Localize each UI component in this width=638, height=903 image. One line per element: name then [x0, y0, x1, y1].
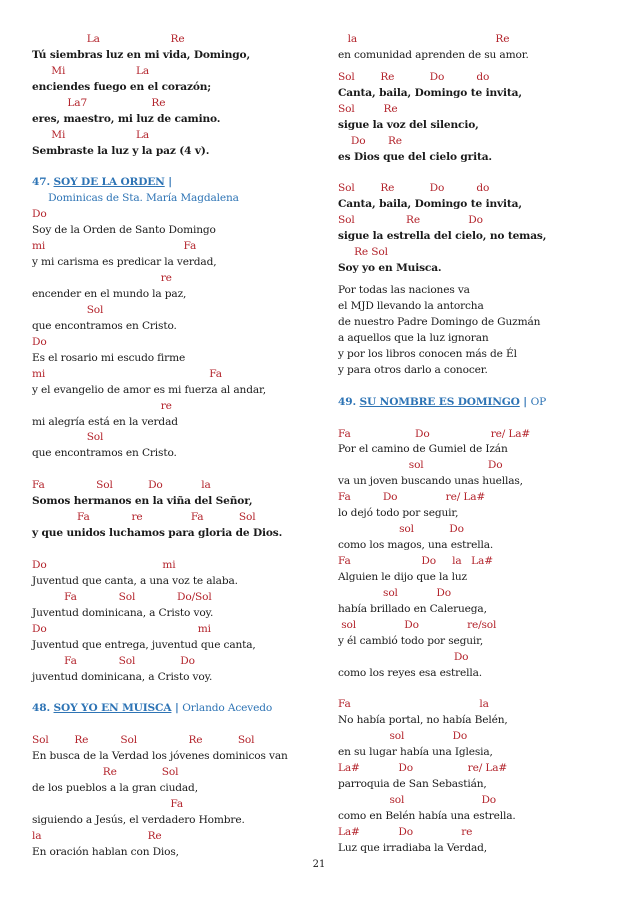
spacer — [32, 685, 324, 701]
chord-line: Re Sol — [32, 766, 179, 779]
lyric-line: de los pueblos a la gran ciudad, — [32, 782, 198, 795]
chord-line: Fa Do la La# — [338, 555, 493, 567]
chord-line: Fa Sol Do/Sol — [32, 590, 212, 603]
chord-line: Fa Sol Do la — [32, 479, 211, 492]
chord-line: Fa re Fa Sol — [32, 511, 256, 524]
chord-line: Sol Re Sol Re Sol — [32, 734, 255, 747]
title-separator: | — [523, 395, 528, 408]
chord-line: Fa Do re/ La# — [338, 427, 531, 440]
chorus-line: Soy yo en Muisca. — [338, 262, 442, 275]
chord-line: Do mi — [32, 558, 176, 571]
lyric-line: como los magos, una estrella. — [338, 539, 494, 552]
left-column — [32, 32, 324, 861]
lyric-line: como en Belén había una estrella. — [338, 810, 516, 822]
lyric-line: a aquellos que la luz ignoran — [338, 331, 489, 344]
chorus-line: es Dios que del cielo grita. — [338, 150, 492, 163]
lyric-line: y mi carisma es predicar la verdad, — [32, 256, 217, 269]
lyric-line: y por los libros conocen más de Él — [338, 347, 517, 360]
spacer — [32, 160, 324, 176]
chord-line: Do Re — [338, 134, 402, 147]
lyric-line: que encontramos en Cristo. — [32, 319, 177, 332]
song-title — [338, 395, 628, 411]
lyric-line: encender en el mundo la paz, — [32, 288, 187, 300]
chorus-line: Somos hermanos en la viña del Señor, — [32, 495, 253, 508]
spacer — [338, 411, 628, 427]
song-number: 47. — [32, 176, 50, 189]
chorus-line: Tú siembras luz en mi vida, Domingo, — [32, 48, 251, 61]
lyric-line: lo dejó todo por seguir, — [338, 507, 459, 520]
song-author: Orlando Acevedo — [182, 702, 273, 715]
chord-line: Sol Re Do do — [338, 182, 490, 195]
chord-line: Mi La — [32, 64, 150, 77]
lyric-line: de nuestro Padre Domingo de Guzmán — [338, 315, 541, 328]
chord-line: sol Do — [338, 459, 503, 472]
song-title-text: SOY YO EN MUISCA — [53, 702, 172, 715]
chord-line: Mi La — [32, 128, 150, 141]
song-number: 48. — [32, 702, 50, 715]
spacer — [32, 542, 324, 558]
page-number: 21 — [312, 859, 326, 870]
right-column — [338, 32, 628, 857]
chord-line: Fa — [32, 798, 183, 810]
spacer — [338, 166, 628, 182]
chord-line: Re Sol — [338, 246, 388, 259]
chord-line: Sol Re — [338, 102, 398, 115]
lyric-line: como los reyes esa estrella. — [338, 666, 483, 679]
song-author: OP — [530, 395, 547, 408]
lyric-line: Juventud que entrega, juventud que canta, — [32, 638, 256, 651]
lyric-line: parroquia de San Sebastián, — [338, 778, 487, 791]
chord-line: La7 Re — [32, 96, 166, 109]
lyric-line: Luz que irradiaba la Verdad, — [338, 841, 487, 854]
lyric-line: y para otros darlo a conocer. — [338, 363, 488, 376]
chorus-line: Canta, baila, Domingo te invita, — [338, 198, 522, 211]
title-separator: | — [168, 176, 172, 189]
spacer — [338, 379, 628, 395]
chord-line: sol Do — [338, 586, 451, 599]
lyric-line: mi alegría está en la verdad — [32, 415, 178, 428]
chorus-line: y que unidos luchamos para gloria de Dios. — [32, 527, 283, 540]
song-title-text: SU NOMBRE ES DOMINGO — [359, 395, 520, 408]
chorus-line: eres, maestro, mi luz de camino. — [32, 112, 221, 125]
spacer — [338, 682, 628, 698]
lyric-line: juventud dominicana, a Cristo voy. — [32, 670, 213, 683]
chord-line: Sol — [32, 431, 104, 444]
chord-line: Sol Re Do — [338, 214, 483, 227]
chord-line: Do — [338, 650, 469, 663]
chorus-line: sigue la estrella del cielo, no temas, — [338, 230, 547, 243]
chord-line: re — [32, 399, 172, 412]
lyric-line: va un joven buscando unas huellas, — [338, 475, 523, 488]
chord-line: Sol — [32, 303, 104, 316]
lyric-line: el MJD llevando la antorcha — [338, 300, 484, 312]
chord-line: sol Do — [338, 523, 464, 536]
chord-line: sol Do — [338, 794, 497, 807]
chord-line: mi Fa — [32, 240, 197, 253]
lyric-line: Juventud que canta, a una voz te alaba. — [32, 574, 238, 587]
song-subtitle: Dominicas de Sta. María Magdalena — [32, 192, 239, 205]
chord-line: Fa Do re/ La# — [338, 491, 486, 504]
lyric-line: Por el camino de Gumiel de Izán — [338, 443, 508, 456]
lyric-line: en comunidad aprenden de su amor. — [338, 48, 529, 61]
lyric-line: siguiendo a Jesús, el verdadero Hombre. — [32, 813, 245, 826]
song-title-text: SOY DE LA ORDEN — [53, 176, 165, 189]
song-title — [32, 701, 324, 717]
lyric-line: Soy de la Orden de Santo Domingo — [32, 224, 216, 237]
chord-line: La Re — [32, 33, 185, 45]
chord-line: la Re — [32, 829, 162, 842]
lyric-line: en su lugar había una Iglesia, — [338, 746, 493, 759]
lyric-line: y el evangelio de amor es mi fuerza al andar, — [32, 383, 266, 396]
chord-line: re — [32, 272, 172, 285]
lyric-line: No había portal, no había Belén, — [338, 714, 508, 727]
chord-line: sol Do re/sol — [338, 618, 497, 631]
lyric-line: Es el rosario mi escudo firme — [32, 351, 186, 364]
chorus-line: Canta, baila, Domingo te invita, — [338, 86, 522, 99]
chord-line: La# Do re — [338, 825, 473, 838]
lyric-line: Juventud dominicana, a Cristo voy. — [32, 606, 214, 619]
lyric-line: Por todas las naciones va — [338, 284, 470, 297]
lyric-line: había brillado en Caleruega, — [338, 602, 487, 615]
chord-line: La# Do re/ La# — [338, 762, 508, 775]
chorus-line: Sembraste la luz y la paz (4 v). — [32, 144, 210, 157]
spacer — [32, 462, 324, 478]
song-title — [32, 175, 324, 191]
lyric-line: y él cambió todo por seguir, — [338, 634, 484, 647]
lyric-line: En oración hablan con Dios, — [32, 845, 179, 858]
chord-line: mi Fa — [32, 367, 222, 380]
lyric-line: En busca de la Verdad los jóvenes dominicos van — [32, 750, 288, 763]
song-number: 49. — [338, 395, 356, 408]
chord-line: Do — [32, 208, 47, 221]
chord-line: Sol Re Do do — [338, 70, 490, 83]
chord-line: sol Do — [338, 730, 468, 743]
spacer — [32, 717, 324, 733]
lyric-line: que encontramos en Cristo. — [32, 447, 177, 460]
title-separator: | — [174, 702, 179, 715]
chord-line: la Re — [338, 33, 510, 45]
chord-line: Fa Sol Do — [32, 654, 195, 667]
lyric-line: Alguien le dijo que la luz — [338, 570, 467, 583]
chord-line: Fa la — [338, 698, 489, 711]
chord-line: Do — [32, 335, 47, 348]
chord-line: Do mi — [32, 622, 211, 635]
chorus-line: sigue la voz del silencio, — [338, 118, 479, 131]
chorus-line: enciendes fuego en el corazón; — [32, 80, 212, 93]
